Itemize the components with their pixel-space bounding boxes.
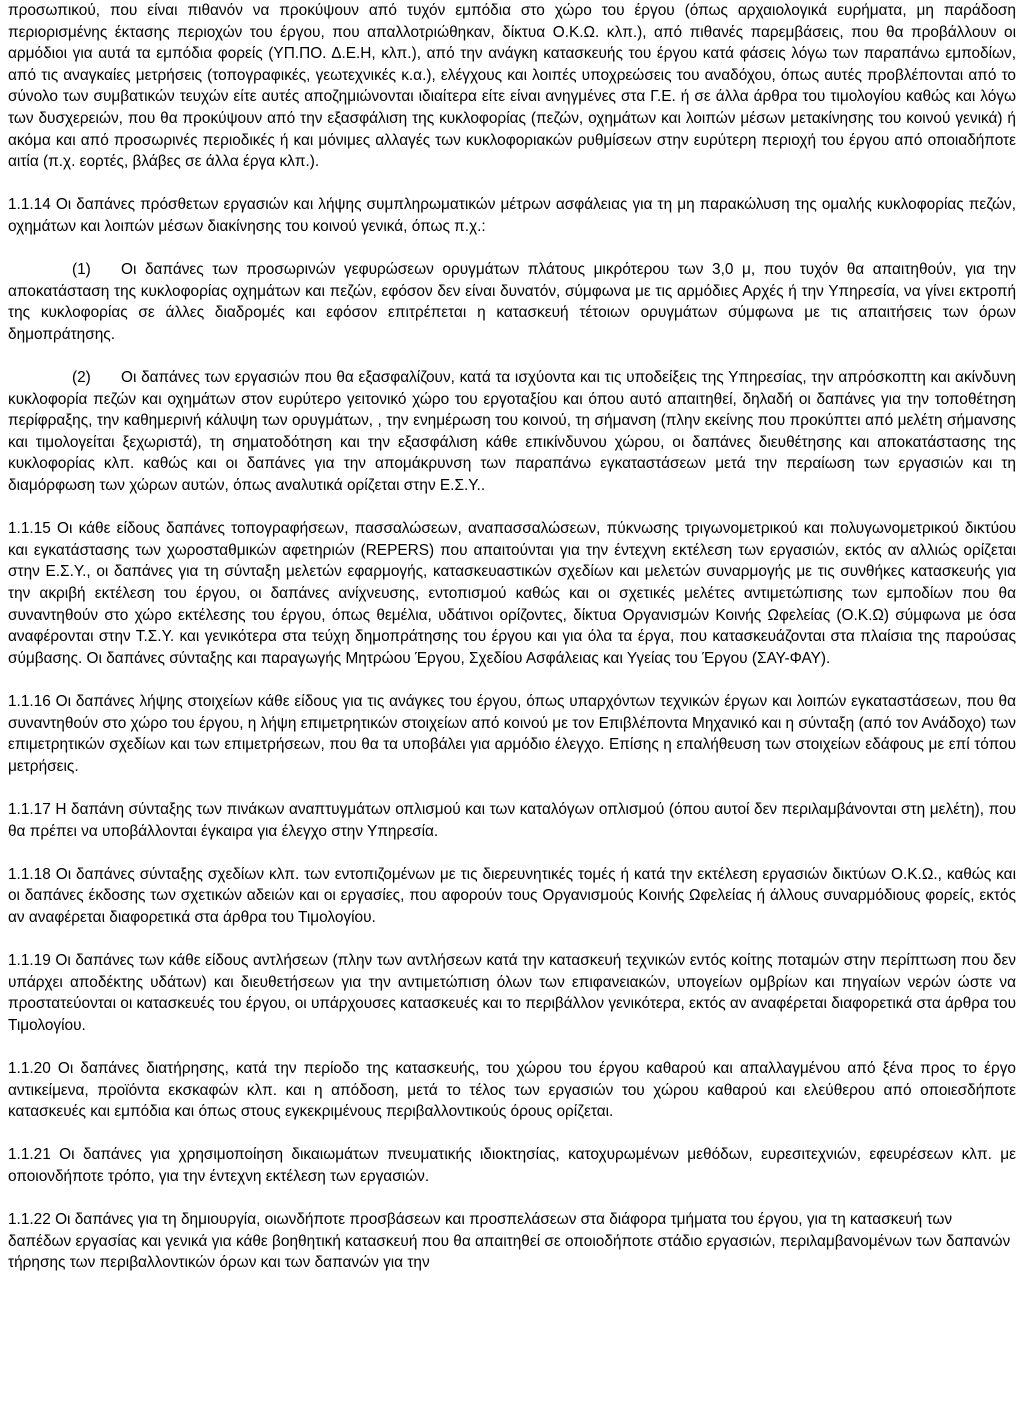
paragraph-text: 1.1.17 Η δαπάνη σύνταξης των πινάκων αναπτυγμάτων οπλισμού και των καταλόγων οπλισμού (όπου αυτοί δεν περιλαμβάνονται στη μελέτη), που θα πρέπει να υποβάλλονται έγκαιρα για έλεγχο στην Υπηρεσία. — [8, 800, 1016, 840]
paragraph-text: 1.1.20 Οι δαπάνες διατήρησης, κατά την περίοδο της κατασκευής, του χώρου του έργου καθαρού και απαλλαγμένου από ξένα προς το έργο αντικείμενα, προϊόντα εκσκαφών κλπ. και η απόδοση, μετά το τέλος των εργασιών του χώρου καθαρού και ελεύθερου από οποιεσδήποτε κατασκευές και εμπόδια και όπως στους εγκεκριμένους περιβαλλοντικούς όρους ορίζεται. — [8, 1060, 1016, 1121]
paragraph-1-1-18 — [8, 864, 1016, 929]
paragraph-1-1-17 — [8, 799, 1016, 842]
paragraph-text: 1.1.15 Οι κάθε είδους δαπάνες τοπογραφήσεων, πασσαλώσεων, αναπασσαλώσεων, πύκνωσης τριγωνομετρικού και πολυγωνομετρικού δικτύου και εγκατάστασης των χωροσταθμικών αφετηριών (REPERS) που απαιτούνται για την έντεχνη εκτέλεση των εργασιών, εκτός αν αλλιώς ορίζεται στην Ε.Σ.Υ., οι δαπάνες για τη σύνταξη μελετών εφαρμογής, κατασκευαστικών σχεδίων και μελετών συναρμογής με τις συνθήκες κατασκευής για την ακριβή εκτέλεση του έργου, οι δαπάνες ανίχνευσης, εντοπισμού καθώς και οι σχετικές μελέτες αντιμετώπισης των εμποδίων που θα συναντηθούν στο χώρο εκτέλεσης του έργου, όπως θεμέλια, υδάτινοι ορίζοντες, δίκτυα Οργανισμών Κοινής Ωφελείας (Ο.Κ.Ω) σύμφωνα με όσα αναφέρονται στην Τ.Σ.Υ. και γενικότερα στα τεύχη δημοπράτησης του έργου και για όλα τα έργα, που κατασκευάζονται στα πλαίσια της παρούσας σύμβασης. Οι δαπάνες σύνταξης και παραγωγής Μητρώου Έργου, Σχεδίου Ασφάλειας και Υγείας του Έργου (ΣΑΥ-ΦΑΥ). — [8, 520, 1016, 667]
paragraph-text: 1.1.16 Οι δαπάνες λήψης στοιχείων κάθε είδους για τις ανάγκες του έργου, όπως υπαρχόντων τεχνικών έργων και λοιπών εγκαταστάσεων, που θα συναντηθούν στο χώρο του έργου, η λήψη επιμετρητικών στοιχείων από κοινού με τον Επιβλέποντα Μηχανικό και η σύνταξη (από τον Ανάδοχο) των επιμετρητικών σχεδίων και των επιμετρήσεων, που θα τα υποβάλει για αρμόδιο έλεγχο. Επίσης η επαλήθευση των στοιχείων εδάφους με επί τόπου μετρήσεις. — [8, 693, 1016, 775]
paragraph-text: 1.1.18 Οι δαπάνες σύνταξης σχεδίων κλπ. των εντοπιζομένων με τις διερευνητικές τομές ή κατά την εκτέλεση εργασιών δικτύων Ο.Κ.Ω., καθώς και οι δαπάνες έκδοσης των σχετικών αδειών και οι εργασίες, που αφορούν τους Οργανισμούς Κοινής Ωφελείας ή άλλους συναρμόδιους φορείς, εκτός αν αναφέρεται διαφορετικά στα άρθρα του Τιμολογίου. — [8, 865, 1016, 926]
list-item-1 — [8, 259, 1016, 345]
paragraph-continuation — [8, 0, 1016, 173]
list-item-text: Οι δαπάνες των εργασιών που θα εξασφαλίζουν, κατά τα ισχύοντα και τις υποδείξεις της Υπηρεσίας, την απρόσκοπτη και ακίνδυνη κυκλοφορία πεζών και οχημάτων στον ευρύτερο γειτονικό χώρο του εργοταξίου και όπου αυτό απαιτηθεί, δηλαδή οι δαπάνες για την τοποθέτηση περίφραξης, την καθημερινή κάλυψη των ορυγμάτων, , την ενημέρωση του κοινού, τη σήμανση (πλην εκείνης που προκύπτει από μελέτη σήμανσης και τιμολογείται ξεχωριστά), τη σηματοδότηση και την εξασφάλιση κάθε επικίνδυνου χώρου, οι δαπάνες διευθέτησης και αποκατάστασης της κυκλοφορίας κλπ. καθώς και οι δαπάνες για την απομάκρυνση των παραπάνω εγκαταστάσεων μετά την περαίωση των εργασιών και τη διαμόρφωση των χώρων αυτών, όπως αναλυτικά ορίζεται στην Ε.Σ.Υ.. — [8, 369, 1016, 495]
paragraph-1-1-15 — [8, 518, 1016, 669]
paragraph-1-1-22 — [8, 1209, 1016, 1274]
paragraph-1-1-19 — [8, 950, 1016, 1036]
list-item-number: (2) — [72, 369, 91, 387]
list-item-number: (1) — [72, 261, 91, 279]
paragraph-1-1-14 — [8, 194, 1016, 237]
paragraph-text: 1.1.14 Οι δαπάνες πρόσθετων εργασιών και λήψης συμπληρωματικών μέτρων ασφάλειας για τη μη παρακώλυση της ομαλής κυκλοφορίας πεζών, οχημάτων και λοιπών μέσων διακίνησης του κοινού γενικά, όπως π.χ.: — [8, 196, 1016, 235]
list-item-2 — [8, 367, 1016, 497]
paragraph-text: 1.1.19 Οι δαπάνες των κάθε είδους αντλήσεων (πλην των αντλήσεων κατά την κατασκευή τεχνικών εντός κοίτης ποταμών στην περίπτωση που δεν υπάρχει αποδέκτης υδάτων) και διευθετήσεων για την αντιμετώπιση όλων των επιφανειακών, υπογείων ομβρίων και πηγαίων νερών ώστε να προστατεύονται οι κατασκευές του έργου, οι υπάρχουσες κατασκευές και το περιβάλλον γενικότερα, εκτός αν αναφέρεται διαφορετικά στα άρθρα του Τιμολογίου. — [8, 952, 1016, 1034]
paragraph-text: 1.1.21 Οι δαπάνες για χρησιμοποίηση δικαιωμάτων πνευματικής ιδιοκτησίας, κατοχυρωμένων μεθόδων, ευρεσιτεχνιών, εφευρέσεων κλπ. με οποιονδήποτε τρόπο, για την έντεχνη εκτέλεση των εργασιών. — [8, 1146, 1016, 1186]
list-item-text: Οι δαπάνες των προσωρινών γεφυρώσεων ορυγμάτων πλάτους μικρότερου των 3,0 μ, που τυχόν θα απαιτηθούν, για την αποκατάσταση της κυκλοφορίας οχημάτων και πεζών, εφόσον δεν είναι δυνατόν, σύμφωνα με τις αρμόδιες Αρχές ή την Υπηρεσία, να γίνει εκτροπή της κυκλοφορίας σε άλλες διαδρομές και εφόσον επιτρέπεται η κατασκευή τέτοιων ορυγμάτων σύμφωνα με τις απαιτήσεις των όρων δημοπράτησης. — [8, 261, 1016, 343]
paragraph-1-1-16 — [8, 691, 1016, 777]
paragraph-text: 1.1.22 Οι δαπάνες για τη δημιουργία, οιωνδήποτε προσβάσεων και προσπελάσεων στα διάφορα τμήματα του έργου, για τη κατασκευή των δαπέδων εργασίας και γενικά για κάθε βοηθητική κατασκευή που θα απαιτηθεί σε οποιοδήποτε στάδιο εργασιών, περιλαμβανομένων των δαπανών τήρησης των περιβαλλοντικών όρων και των δαπανών για την — [8, 1211, 1011, 1272]
paragraph-text: προσωπικού, που είναι πιθανόν να προκύψουν από τυχόν εμπόδια στο χώρο του έργου (όπως αρχαιολογικά ευρήματα, μη παράδοση περιορισμένης έκτασης περιοχών του έργου, που απαλλοτριώθηκαν, δίκτυα Ο.Κ.Ω. κλπ.), από πιθανές παρεμβάσεις, που θα προβάλλουν οι αρμόδιοι για αυτά τα εμπόδια φορείς (ΥΠ.ΠΟ. Δ.Ε.Η, κλπ.), από την ανάγκη κατασκευής του έργου κατά φάσεις λόγω των παραπάνω εμποδίων, από τις αναγκαίες μετρήσεις (τοπογραφικές, γεωτεχνικές κ.α.), ελέγχους και λοιπές υποχρεώσεις του αναδόχου, όπως αυτές προβλέπονται από το σύνολο των συμβατικών τευχών είτε αυτές αποζημιώνονται ιδιαίτερα είτε είναι ανηγμένες στα Γ.Ε. ή σε άλλα άρθρα του τιμολογίου καθώς και λόγω των δυσχερειών, που θα προκύψουν από την εξασφάλιση της κυκλοφορίας (πεζών, οχημάτων και λοιπών μέσων μετακίνησης του κοινού γενικά) ή ακόμα και από προσωρινές περιοδικές ή και μόνιμες αλλαγές των κυκλοφοριακών ρυθμίσεων στην ευρύτερη περιοχή του έργου από οποιαδήποτε αιτία (π.χ. εορτές, βλάβες σε άλλα έργα κλπ.). — [8, 2, 1016, 171]
paragraph-1-1-20 — [8, 1058, 1016, 1123]
paragraph-1-1-21 — [8, 1144, 1016, 1187]
